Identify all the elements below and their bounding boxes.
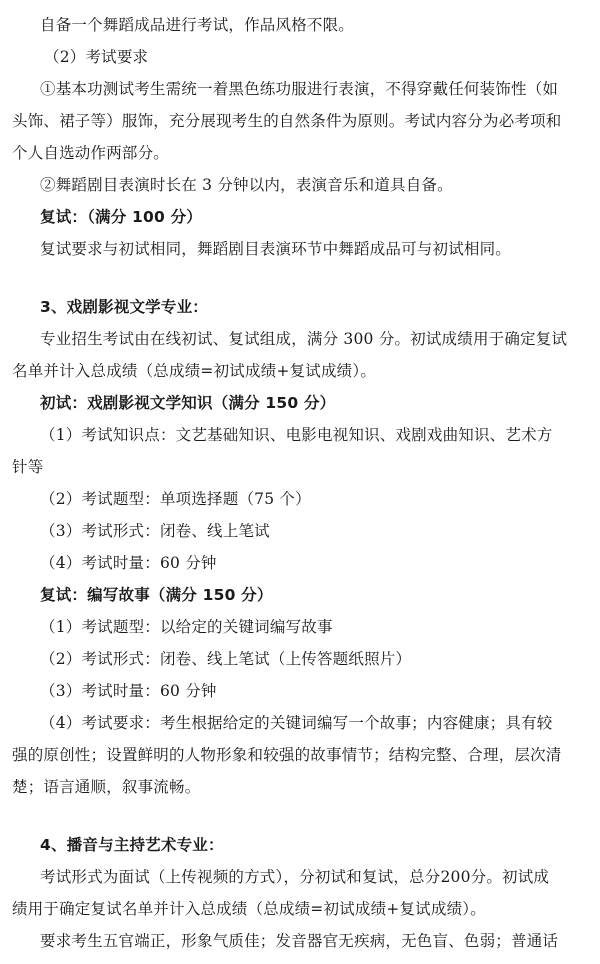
text-line: （3）考试形式：闭卷、线上笔试 bbox=[40, 522, 270, 540]
text-line: 复试要求与初试相同，舞蹈剧目表演环节中舞蹈成品可与初试相同。 bbox=[40, 240, 512, 258]
retest-heading: 复试：编写故事（满分 150 分） bbox=[40, 586, 273, 604]
text-line: 自备一个舞蹈成品进行考试，作品风格不限。 bbox=[40, 16, 355, 34]
text-line: 针等 bbox=[12, 458, 44, 476]
text-line: 头饰、裙子等）服饰，充分展现考生的自然条件为原则。考试内容分为必考项和 bbox=[12, 112, 562, 130]
text-line: （1）考试知识点：文艺基础知识、电影电视知识、戏剧戏曲知识、艺术方 bbox=[40, 426, 553, 444]
text-line: （4）考试要求：考生根据给定的关键词编写一个故事；内容健康；具有较 bbox=[40, 714, 553, 732]
preliminary-heading: 初试：戏剧影视文学知识（满分 150 分） bbox=[40, 394, 336, 412]
text-line: 专业招生考试由在线初试、复试组成，满分 300 分。初试成绩用于确定复试 bbox=[40, 330, 568, 348]
section-heading-broadcasting-hosting: 4、播音与主持艺术专业： bbox=[40, 836, 224, 854]
text-line: 考试形式为面试（上传视频的方式），分初试和复试，总分200分。初试成 bbox=[40, 868, 550, 886]
text-line: （2）考试形式：闭卷、线上笔试（上传答题纸照片） bbox=[40, 650, 412, 668]
text-line: （3）考试时量：60 分钟 bbox=[40, 682, 217, 700]
text-line: （2）考试题型：单项选择题（75 个） bbox=[40, 490, 311, 508]
text-line: （1）考试题型：以给定的关键词编写故事 bbox=[40, 618, 333, 636]
text-line: 绩用于确定复试名单并计入总成绩（总成绩=初试成绩+复试成绩）。 bbox=[12, 900, 486, 918]
text-line: 名单并计入总成绩（总成绩=初试成绩+复试成绩）。 bbox=[12, 362, 377, 380]
text-line: ②舞蹈剧目表演时长在 3 分钟以内，表演音乐和道具自备。 bbox=[40, 176, 453, 194]
text-line: 楚；语言通顺，叙事流畅。 bbox=[12, 778, 201, 796]
text-line: ①基本功测试考生需统一着黑色练功服进行表演，不得穿戴任何装饰性（如 bbox=[40, 80, 559, 98]
text-line: 要求考生五官端正，形象气质佳；发音器官无疾病，无色盲、色弱；普通话 bbox=[40, 932, 559, 950]
text-line: （4）考试时量：60 分钟 bbox=[40, 554, 217, 572]
retest-heading: 复试：（满分 100 分） bbox=[40, 208, 202, 226]
subsection-heading: （2）考试要求 bbox=[44, 48, 149, 66]
text-line: 强的原创性；设置鲜明的人物形象和较强的故事情节；结构完整、合理，层次清 bbox=[12, 746, 562, 764]
text-line: 个人自选动作两部分。 bbox=[12, 144, 170, 162]
section-heading-drama-film-literature: 3、戏剧影视文学专业： bbox=[40, 298, 208, 316]
